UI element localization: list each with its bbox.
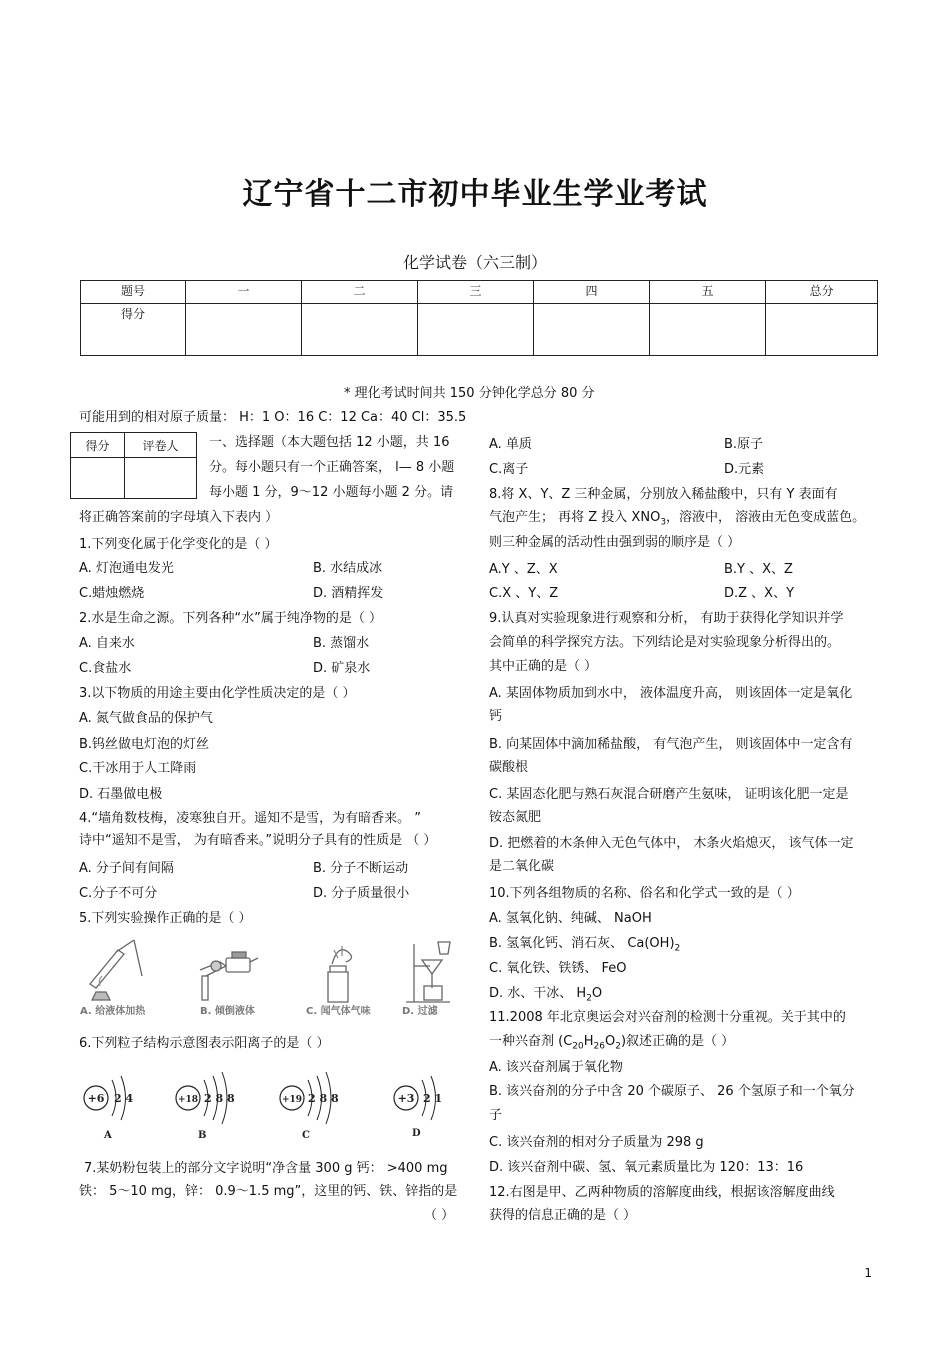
question-3: 3.以下物质的用途主要由化学性质决定的是（ ） bbox=[79, 686, 356, 701]
score-header-cell: 三 bbox=[418, 281, 534, 304]
question-4-line: 4.“墙角数枝梅，凌寒独自开。遥知不是雪，为有暗香来。 ” bbox=[79, 811, 422, 826]
q5-label-c: C. 闻气体气味 bbox=[306, 1006, 371, 1017]
question-7-line: （ ） bbox=[424, 1208, 455, 1223]
option: B.Y 、X、Z bbox=[724, 562, 793, 577]
q8-text: 气泡产生； 再将 Z 投入 XNO bbox=[489, 510, 661, 525]
option-subscript: 2 bbox=[674, 943, 681, 954]
q5-label-a: A. 给液体加热 bbox=[80, 1006, 146, 1017]
shell-electrons: 2 1 bbox=[423, 1092, 443, 1105]
diagram-label: B bbox=[198, 1130, 207, 1141]
q8-subscript: 3 bbox=[660, 517, 667, 528]
score-input-cell[interactable] bbox=[186, 304, 302, 356]
nucleus-label: +3 bbox=[397, 1092, 415, 1105]
option: A. 该兴奋剂属于氧化物 bbox=[489, 1060, 623, 1075]
option: D. 矿泉水 bbox=[313, 661, 371, 676]
pouring-liquid-illustration bbox=[200, 952, 258, 1000]
atomic-masses: 可能用到的相对原子质量： H：1 O：16 C：12 Ca：40 Cl：35.5 bbox=[79, 410, 467, 425]
option-continued: 钙 bbox=[489, 709, 503, 724]
question-10: 10.下列各组物质的名称、俗名和化学式一致的是（ ） bbox=[489, 886, 800, 901]
grader-score-cell[interactable] bbox=[71, 458, 125, 499]
option-text: O bbox=[591, 986, 603, 1001]
grader-score-label: 得分 bbox=[71, 433, 125, 458]
option: A. 氮气做食品的保护气 bbox=[79, 711, 213, 726]
question-5: 5.下列实验操作正确的是（ ） bbox=[79, 911, 252, 926]
option bbox=[489, 936, 680, 957]
question-11-line: 11.2008 年北京奥运会对兴奋剂的检测十分重视。关于其中的 bbox=[489, 1010, 846, 1025]
exam-time-note: * 理化考试时间共 150 分钟化学总分 80 分 bbox=[344, 386, 595, 401]
q11-text: H bbox=[583, 1034, 594, 1049]
option: A. 分子间有间隔 bbox=[79, 861, 174, 876]
option-text: D. 水、干冰、 H bbox=[489, 986, 587, 1001]
option: D. 该兴奋剂中碳、氢、氧元素质量比为 120：13：16 bbox=[489, 1160, 804, 1175]
score-header-cell: 四 bbox=[534, 281, 650, 304]
option: C. 氧化铁、铁锈、 FeO bbox=[489, 961, 627, 976]
option: C.蜡烛燃烧 bbox=[79, 586, 145, 601]
option: B.钨丝做电灯泡的灯丝 bbox=[79, 737, 210, 752]
section-instructions-line: 将正确答案前的字母填入下表内 ） bbox=[79, 510, 279, 525]
option-continued: 碳酸根 bbox=[489, 760, 529, 775]
question-6: 6.下列粒子结构示意图表示阳离子的是（ ） bbox=[79, 1036, 330, 1051]
particle-diagrams bbox=[80, 1068, 450, 1144]
option: B. 水结成冰 bbox=[313, 561, 383, 576]
question-9-line: 9.认真对实验现象进行观察和分析， 有助于获得化学知识并学 bbox=[489, 611, 844, 626]
filtration-illustration bbox=[406, 942, 450, 1002]
lab-operations-figure bbox=[76, 936, 460, 1020]
q11-subscript: 26 bbox=[593, 1041, 605, 1052]
option-subscript: 2 bbox=[586, 993, 592, 1004]
q5-label-b: B. 倾倒液体 bbox=[200, 1006, 255, 1017]
shell-electrons: 2 8 8 bbox=[308, 1092, 339, 1105]
nucleus-label: +6 bbox=[87, 1092, 105, 1105]
score-table-value-row bbox=[81, 304, 878, 356]
option-continued: 铵态氮肥 bbox=[489, 810, 542, 825]
question-9-line: 其中正确的是（ ） bbox=[489, 659, 598, 674]
option: A.Y 、Z、X bbox=[489, 562, 558, 577]
diagram-label: C bbox=[302, 1130, 310, 1141]
option: B. 该兴奋剂的分子中含 20 个碳原子、 26 个氢原子和一个氧分 bbox=[489, 1084, 855, 1099]
page-number: 1 bbox=[864, 1266, 872, 1280]
option: B. 蒸馏水 bbox=[313, 636, 370, 651]
option: C. 该兴奋剂的相对分子质量为 298 g bbox=[489, 1135, 704, 1150]
section-instructions-line: 每小题 1 分，9～12 小题每小题 2 分。请 bbox=[209, 485, 454, 500]
option bbox=[489, 986, 602, 1007]
question-11-line bbox=[489, 1034, 734, 1055]
score-header-cell: 总分 bbox=[766, 281, 878, 304]
score-header-cell: 二 bbox=[302, 281, 418, 304]
option: B.原子 bbox=[724, 437, 764, 452]
grader-name-cell[interactable] bbox=[125, 458, 197, 499]
particle-diagram-b bbox=[176, 1072, 235, 1141]
q11-text: O bbox=[604, 1034, 616, 1049]
option-text: B. 氢氧化钙、消石灰、 Ca(OH) bbox=[489, 936, 675, 951]
score-input-cell[interactable] bbox=[302, 304, 418, 356]
question-1: 1.下列变化属于化学变化的是（ ） bbox=[79, 537, 278, 552]
option: C.食盐水 bbox=[79, 661, 132, 676]
question-12-line: 12.右图是甲、乙两种物质的溶解度曲线，根据该溶解度曲线 bbox=[489, 1185, 835, 1200]
exam-title: 辽宁省十二市初中毕业生学业考试 bbox=[242, 177, 708, 212]
section-instructions-line: 一、选择题（本大题包括 12 小题，共 16 bbox=[209, 435, 450, 450]
score-input-cell[interactable] bbox=[766, 304, 878, 356]
score-table-header-row bbox=[81, 281, 878, 304]
score-input-cell[interactable] bbox=[650, 304, 766, 356]
option: B. 向某固体中滴加稀盐酸， 有气泡产生， 则该固体中一定含有 bbox=[489, 737, 853, 752]
question-8-line bbox=[489, 510, 865, 531]
score-row-label: 得分 bbox=[81, 304, 186, 356]
option-continued: 是二氧化碳 bbox=[489, 859, 555, 874]
score-input-cell[interactable] bbox=[534, 304, 650, 356]
question-8-line: 8.将 X、Y、Z 三种金属，分别放入稀盐酸中，只有 Y 表面有 bbox=[489, 487, 838, 502]
shell-electrons: 2 4 bbox=[114, 1092, 134, 1105]
q11-subscript: 20 bbox=[572, 1041, 584, 1052]
q5-label-d: D. 过滤 bbox=[402, 1006, 438, 1017]
diagram-label: A bbox=[104, 1130, 112, 1141]
q11-subscript: 2 bbox=[615, 1041, 621, 1052]
question-12-line: 获得的信息正确的是（ ） bbox=[489, 1208, 637, 1223]
option: D.元素 bbox=[724, 462, 765, 477]
option: C.分子不可分 bbox=[79, 886, 158, 901]
option: D. 酒精挥发 bbox=[313, 586, 384, 601]
question-7-line: 7.某奶粉包装上的部分文字说明“净含量 300 g 钙： >400 mg bbox=[84, 1161, 448, 1176]
option: D. 石墨做电极 bbox=[79, 787, 163, 802]
option: C.X 、Y、Z bbox=[489, 586, 559, 601]
particle-diagram-d bbox=[394, 1076, 442, 1139]
score-header-cell: 题号 bbox=[81, 281, 186, 304]
option-continued: 子 bbox=[489, 1108, 503, 1123]
question-9-line: 会简单的科学探究方法。下列结论是对实验现象分析得出的。 bbox=[489, 635, 841, 650]
smelling-gas-illustration bbox=[328, 946, 352, 1002]
section-instructions-line: 分。每小题只有一个正确答案， l— 8 小题 bbox=[209, 460, 455, 475]
option: A. 某固体物质加到水中， 液体温度升高， 则该固体一定是氧化 bbox=[489, 686, 853, 701]
score-input-cell[interactable] bbox=[418, 304, 534, 356]
q8-text: ，溶液中， 溶液由无色变成蓝色。 bbox=[666, 510, 866, 525]
nucleus-label: +18 bbox=[177, 1095, 199, 1105]
option: D. 把燃着的木条伸入无色气体中， 木条火焰熄灭， 该气体一定 bbox=[489, 836, 854, 851]
option: B. 分子不断运动 bbox=[313, 861, 409, 876]
option: A. 氢氧化钠、纯碱、 NaOH bbox=[489, 911, 652, 926]
q11-text: 一种兴奋剂 (C bbox=[489, 1034, 573, 1049]
shell-electrons: 2 8 8 bbox=[204, 1092, 235, 1105]
score-header-cell: 一 bbox=[186, 281, 302, 304]
question-7-line: 铁： 5～10 mg，锌： 0.9～1.5 mg”，这里的钙、铁、锌指的是 bbox=[79, 1184, 458, 1199]
option: C. 某固态化肥与熟石灰混合研磨产生氨味， 证明该化肥一定是 bbox=[489, 787, 849, 802]
particle-diagram-c bbox=[280, 1072, 339, 1141]
score-table bbox=[80, 280, 878, 356]
question-2: 2.水是生命之源。下列各种“水”属于纯净物的是（ ） bbox=[79, 611, 383, 626]
option: D.Z 、X、Y bbox=[724, 586, 795, 601]
option: A. 灯泡通电发光 bbox=[79, 561, 174, 576]
q11-text: )叙述正确的是（ ） bbox=[620, 1034, 735, 1049]
option: C.离子 bbox=[489, 462, 529, 477]
exam-subtitle: 化学试卷（六三制） bbox=[402, 253, 547, 272]
particle-diagram-a bbox=[84, 1076, 133, 1141]
nucleus-label: +19 bbox=[281, 1095, 303, 1105]
option: A. 自来水 bbox=[79, 636, 135, 651]
option: C.干冰用于人工降雨 bbox=[79, 761, 197, 776]
question-8-line: 则三种金属的活动性由强到弱的顺序是（ ） bbox=[489, 535, 741, 550]
diagram-label: D bbox=[412, 1128, 421, 1139]
score-header-cell: 五 bbox=[650, 281, 766, 304]
question-4-line: 诗中“遥知不是雪， 为有暗香来。”说明分子具有的性质是 （ ） bbox=[79, 833, 437, 848]
option: D. 分子质量很小 bbox=[313, 886, 410, 901]
grader-box bbox=[70, 432, 197, 499]
heating-liquid-illustration bbox=[90, 940, 142, 1000]
grader-name-label: 评卷人 bbox=[125, 433, 197, 458]
option: A. 单质 bbox=[489, 437, 532, 452]
